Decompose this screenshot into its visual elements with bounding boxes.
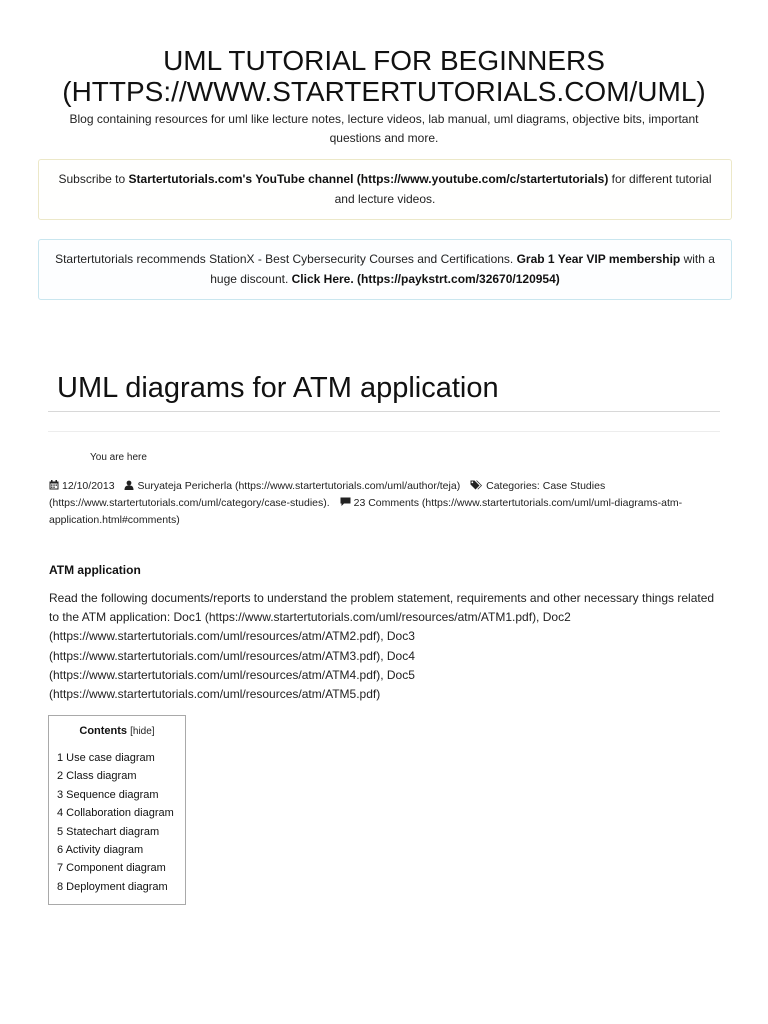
page-title: UML diagrams for ATM application — [57, 372, 499, 404]
comment-icon — [340, 497, 351, 507]
vip-membership-text: Grab 1 Year VIP membership — [516, 252, 681, 266]
toc-item[interactable]: 2 Class diagram — [57, 770, 137, 783]
post-date — [49, 480, 117, 492]
post-author-link[interactable]: Suryateja Pericherla (https://www.startertutorials.com/uml/author/teja) — [137, 480, 461, 492]
toc-header — [49, 725, 185, 737]
intro-paragraph: Read the following documents/reports to understand the problem statement, requirements and other necessary things related to the ATM application: Doc1 (https://www.startertutorials.com/uml/resources/atm/ATM1.pdf), Doc2 (https://www.startertutorials.com/uml/resources/atm/ATM2.pdf), Doc3 (https://www.startertutorials.com/uml/resources/atm/ATM3.pdf), Doc4 (https://www.startertutorials.com/uml/resources/atm/ATM4.pdf), Doc5 (https://www.startertutorials.com/uml/resources/atm/ATM5.pdf) — [49, 591, 715, 702]
tags-icon — [470, 480, 483, 490]
post-date-text: 12/10/2013 — [62, 480, 115, 492]
site-title[interactable] — [20, 45, 748, 107]
table-of-contents — [48, 715, 186, 905]
recommend-middle: with a huge discount. — [210, 252, 715, 286]
subscribe-suffix: for different tutorial and lecture videos. — [334, 172, 712, 206]
toc-title: Contents — [79, 725, 128, 737]
breadcrumb-divider — [48, 431, 720, 432]
post-comments-link[interactable]: 23 Comments (https://www.startertutorials.com/uml/uml-diagrams-atm-application.html#comments) — [49, 497, 683, 526]
toc-item[interactable]: 4 Collaboration diagram — [57, 807, 174, 820]
toc-list — [57, 749, 185, 896]
breadcrumb: You are here — [90, 452, 147, 463]
toc-item[interactable]: 7 Component diagram — [57, 862, 166, 875]
toc-item[interactable]: 1 Use case diagram — [57, 752, 155, 764]
site-description: Blog containing resources for uml like lecture notes, lecture videos, lab manual, uml diagrams, objective bits, important questions and more. — [69, 112, 699, 145]
toc-hide-toggle[interactable]: [hide] — [130, 726, 155, 737]
youtube-channel-link[interactable]: Startertutorials.com's YouTube channel (https://www.youtube.com/c/startertutorials) — [128, 172, 609, 186]
post-meta — [49, 478, 718, 529]
site-title-line-1: UML TUTORIAL FOR BEGINNERS — [163, 45, 605, 76]
post-categories-link[interactable]: Categories: Case Studies (https://www.startertutorials.com/uml/category/case-studies). — [49, 480, 606, 509]
click-here-link[interactable]: Click Here. (https://paykstrt.com/32670/120954) — [291, 272, 560, 286]
site-title-line-2: (HTTPS://WWW.STARTERTUTORIALS.COM/UML) — [62, 76, 706, 107]
subscribe-notice — [38, 159, 732, 220]
calendar-icon — [49, 480, 59, 490]
post-author[interactable] — [124, 480, 463, 492]
recommendation-notice — [38, 239, 732, 300]
user-icon — [124, 480, 134, 490]
subscribe-prefix: Subscribe to — [58, 172, 129, 186]
toc-item[interactable]: 3 Sequence diagram — [57, 788, 159, 801]
toc-item[interactable]: 6 Activity diagram — [57, 844, 144, 857]
title-divider — [48, 411, 720, 412]
toc-item[interactable]: 8 Deployment diagram — [57, 880, 168, 893]
section-heading: ATM application — [49, 563, 141, 577]
recommend-prefix: Startertutorials recommends StationX - Best Cybersecurity Courses and Certifications. — [55, 252, 517, 266]
toc-item[interactable]: 5 Statechart diagram — [57, 825, 160, 838]
